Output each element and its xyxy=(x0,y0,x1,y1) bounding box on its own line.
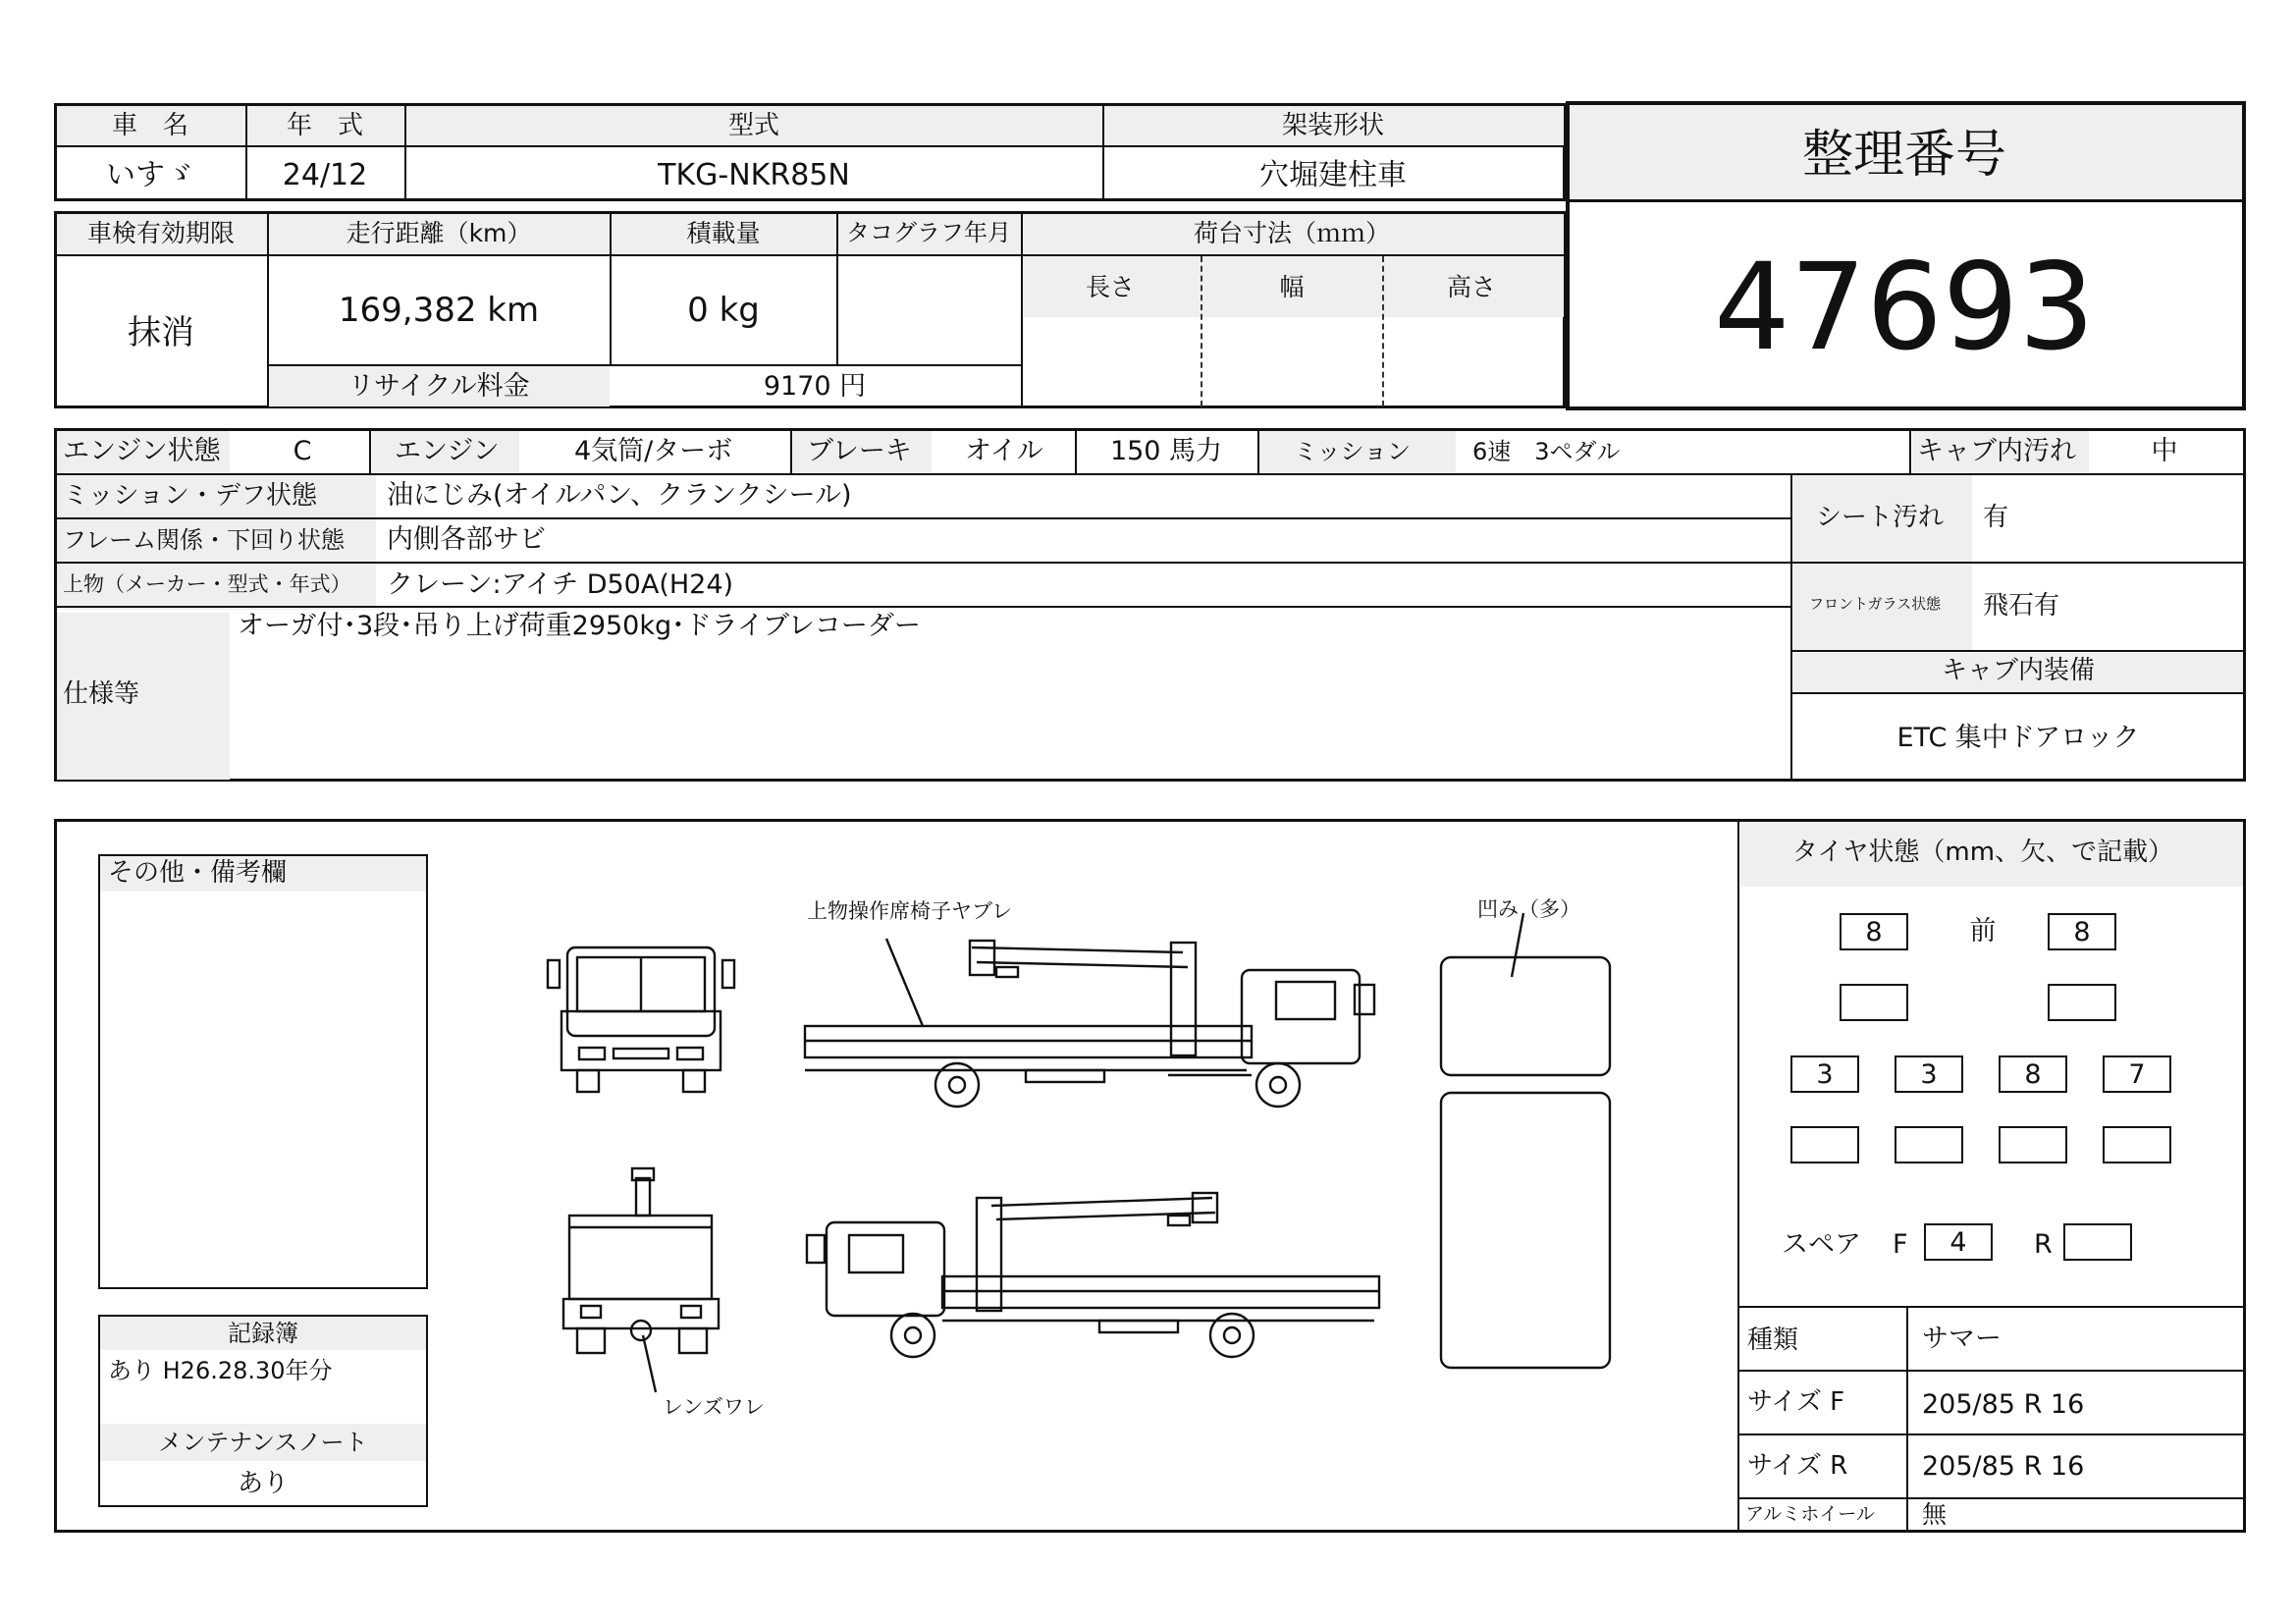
tire-rear-2-inner xyxy=(1895,1126,1963,1163)
engine-state-value: C xyxy=(293,436,312,466)
recycle-value: 9170 円 xyxy=(763,371,867,402)
tire-rear-3-inner xyxy=(1999,1126,2067,1163)
glass-label: フロントガラス状態 xyxy=(1809,595,1942,613)
tire-rear-1: 3 xyxy=(1790,1055,1859,1093)
note-dent: 凹み（多） xyxy=(1477,897,1580,921)
tire-type-label: 種類 xyxy=(1747,1325,1799,1355)
reference-number-label: 整理番号 xyxy=(1801,126,2007,185)
tire-rear-4-inner xyxy=(2103,1126,2171,1163)
record-label: 記録簿 xyxy=(228,1320,298,1347)
mileage-value: 169,382 km xyxy=(338,291,540,330)
body-header: 架装形状 xyxy=(1281,111,1385,140)
spec-value: オーガ付･3段･吊り上げ荷重2950kg･ドライブレコーダー xyxy=(238,611,921,641)
year-header: 年 式 xyxy=(286,111,364,140)
brake-value: オイル xyxy=(965,436,1043,466)
upper-value: クレーン:アイチ D50A(H24) xyxy=(387,569,734,600)
tire-rear-3: 8 xyxy=(1999,1055,2067,1093)
reference-number: 47693 xyxy=(1713,238,2096,377)
tire-size-f-label: サイズ F xyxy=(1747,1387,1845,1417)
tacho-header: タコグラフ年月 xyxy=(846,219,1011,246)
tire-front-right: 8 xyxy=(2048,913,2116,950)
alloy-wheel-label: アルミホイール xyxy=(1745,1503,1875,1525)
inspection-header: 車検有効期限 xyxy=(86,219,236,247)
spare-f-label: F xyxy=(1893,1229,1908,1260)
maintenance-label: メンテナンスノート xyxy=(158,1429,368,1456)
frame-value: 内側各部サビ xyxy=(387,524,546,555)
alloy-wheel-value: 無 xyxy=(1922,1500,1948,1529)
seat-dirt-label: シート汚れ xyxy=(1816,503,1945,532)
cab-equip-value: ETC 集中ドアロック xyxy=(1896,723,2140,753)
tire-size-r-value: 205/85 R 16 xyxy=(1922,1451,2085,1482)
tire-size-r-label: サイズ R xyxy=(1747,1451,1848,1481)
maintenance-value: あり xyxy=(237,1469,290,1498)
bed-length-header: 長さ xyxy=(1085,273,1136,301)
engine-value: 4気筒/ターボ xyxy=(574,436,733,466)
tire-title: タイヤ状態（mm、欠、で記載） xyxy=(1791,838,2174,867)
frame-label: フレーム関係・下回り状態 xyxy=(63,526,346,554)
tire-rear-2: 3 xyxy=(1895,1055,1963,1093)
model-value: TKG-NKR85N xyxy=(658,158,850,192)
inspection-value: 抹消 xyxy=(128,313,194,352)
bed-size-header: 荷台寸法（ｍｍ） xyxy=(1193,219,1391,247)
record-value: あり H26.28.30年分 xyxy=(108,1357,333,1384)
tire-front-left: 8 xyxy=(1840,913,1908,950)
load-header: 積載量 xyxy=(686,219,761,247)
tire-front-label: 前 xyxy=(1969,916,1997,947)
car-name-header: 車 名 xyxy=(111,111,189,140)
mission-def-value: 油にじみ(オイルパン、クランクシール) xyxy=(387,480,852,511)
recycle-label: リサイクル料金 xyxy=(347,371,530,402)
tire-rear-1-inner xyxy=(1790,1126,1859,1163)
horsepower-value: 150 馬力 xyxy=(1109,436,1223,466)
note-upper-seat: 上物操作席椅子ヤブレ xyxy=(807,899,1013,923)
spare-r-label: R xyxy=(2034,1229,2053,1260)
mission-label: ミッション xyxy=(1294,438,1412,465)
spare-label: スペア xyxy=(1782,1229,1861,1260)
bed-width-header: 幅 xyxy=(1279,273,1305,301)
cab-dirt-label: キャブ内汚れ xyxy=(1917,436,2076,466)
model-header: 型式 xyxy=(727,111,780,140)
tire-front-right-inner xyxy=(2048,984,2116,1021)
cab-equip-label: キャブ内装備 xyxy=(1941,656,2096,685)
spec-label: 仕様等 xyxy=(63,679,140,709)
brake-label: ブレーキ xyxy=(807,436,912,466)
load-value: 0 kg xyxy=(687,291,760,330)
glass-value: 飛石有 xyxy=(1983,591,2060,621)
car-name-value: いすゞ xyxy=(106,158,194,192)
year-value: 24/12 xyxy=(282,158,368,192)
tire-front-left-inner xyxy=(1840,984,1908,1021)
bed-height-header: 高さ xyxy=(1446,273,1497,301)
upper-label: 上物（メーカー・型式・年式） xyxy=(63,572,351,596)
remarks-label: その他・備考欄 xyxy=(108,858,288,888)
mileage-header: 走行距離（km） xyxy=(346,219,532,247)
engine-label: エンジン xyxy=(395,436,500,466)
cab-dirt-value: 中 xyxy=(2151,436,2178,466)
spare-r-value xyxy=(2063,1223,2132,1261)
remarks-box xyxy=(98,854,428,1289)
spare-f-value: 4 xyxy=(1924,1223,1993,1261)
tire-size-f-value: 205/85 R 16 xyxy=(1922,1389,2085,1420)
body-value: 穴堀建柱車 xyxy=(1259,158,1407,192)
mission-value: 6速 3ペダル xyxy=(1472,438,1621,465)
tire-rear-4: 7 xyxy=(2103,1055,2171,1093)
mission-def-label: ミッション・デフ状態 xyxy=(63,481,317,511)
tire-type-value: サマー xyxy=(1922,1324,2002,1354)
note-lens: レンズワレ xyxy=(663,1395,765,1419)
engine-state-label: エンジン状態 xyxy=(63,436,221,466)
seat-dirt-value: 有 xyxy=(1983,503,2009,532)
